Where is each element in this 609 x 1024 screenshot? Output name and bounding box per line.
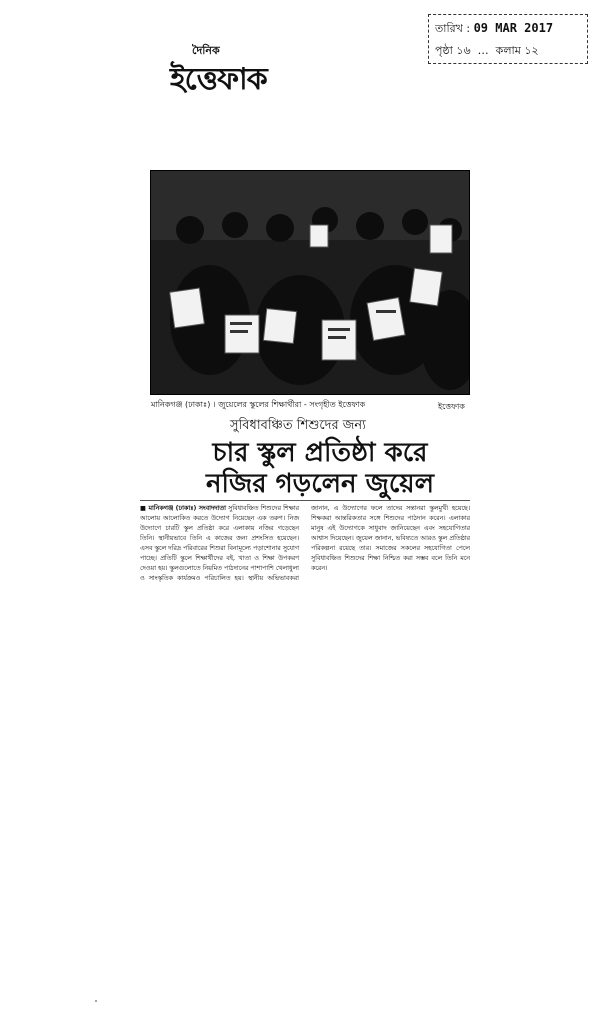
masthead-prefix: দৈনিক [192, 44, 220, 57]
stamp-page-row: পৃষ্ঠা ১৬ … কলাম ১২ [435, 44, 539, 57]
news-photo [150, 170, 470, 395]
article-headline [190, 438, 450, 500]
headline-line-2: নজির গড়লেন জুয়েল [206, 469, 434, 499]
stamp-column-value: ১২ [524, 44, 539, 57]
article-byline: ■ মানিকগঞ্জ (ঢাকাঃ) সংবাদদাতা [140, 505, 226, 512]
headline-line-1: চার স্কুল প্রতিষ্ঠা করে [212, 438, 428, 468]
archive-stamp [428, 14, 588, 64]
article-kicker: সুবিধাবঞ্চিত শিশুদের জন্য [230, 418, 366, 433]
article-body [140, 504, 470, 684]
stamp-date-row [435, 17, 581, 40]
masthead-name: ইত্তেফাক [170, 62, 267, 97]
stamp-date-value: 09 MAR 2017 [473, 21, 554, 35]
photo-credit: ইত্তেফাক [438, 402, 465, 411]
headline-divider [140, 500, 470, 501]
photo-caption: মানিকগঞ্জ (ঢাকাঃ) । জুয়েলের স্কুলের শিক্ষার্থীরা - সংগৃহীত ইত্তেফাক [151, 400, 366, 409]
stamp-page-value: ১৬ [456, 44, 471, 57]
photo-illustration [150, 170, 470, 395]
stamp-column-label: কলাম [495, 44, 521, 57]
stamp-page-label: পৃষ্ঠা [435, 44, 453, 57]
stamp-date-label: তারিখ : [435, 22, 471, 35]
article-text: সুবিধাবঞ্চিত শিশুদের শিক্ষার আলোয় আলোকিত করতে উদ্যোগ নিয়েছেন এক তরুণ। নিজ উদ্যোগে চারটি স্কুল প্রতিষ্ঠা করে এলাকায় নজির গড়েছেন তিনি। স্থানীয়ভাবে তিনি এ কাজের জন্য প্রশংসিত হয়েছেন। এসব স্কুলে দরিদ্র পরিবারের শিশুরা বিনামূল্যে পড়াশোনার সুযোগ পাচ্ছে। প্রতিটি স্কুলে শিক্ষার্থীদের বই, খাতা ও শিক্ষা উপকরণ দেওয়া হয়। স্কুলগুলোতে নিয়মিত পাঠদানের পাশাপাশি খেলাধুলা ও সাংস্কৃতিক কার্যক্রমও পরিচালিত হয়। স্থানীয় অভিভাবকরা জানান, এ উদ্যোগের ফলে তাদের সন্তানরা স্কুলমুখী হয়েছে। শিক্ষকরা আন্তরিকতার সঙ্গে শিশুদের পাঠদান করেন। এলাকার মানুষ এই উদ্যোগকে সাধুবাদ জানিয়েছেন এবং সহযোগিতার আশ্বাস দিয়েছেন। জুয়েল জানান, ভবিষ্যতে আরও স্কুল প্রতিষ্ঠার পরিকল্পনা রয়েছে তার। সমাজের সকলের সহযোগিতা পেলে সুবিধাবঞ্চিত শিশুদের শিক্ষা নিশ্চিত করা সম্ভব বলে তিনি মনে করেন। [140, 505, 470, 582]
scan-speck [95, 1000, 97, 1002]
